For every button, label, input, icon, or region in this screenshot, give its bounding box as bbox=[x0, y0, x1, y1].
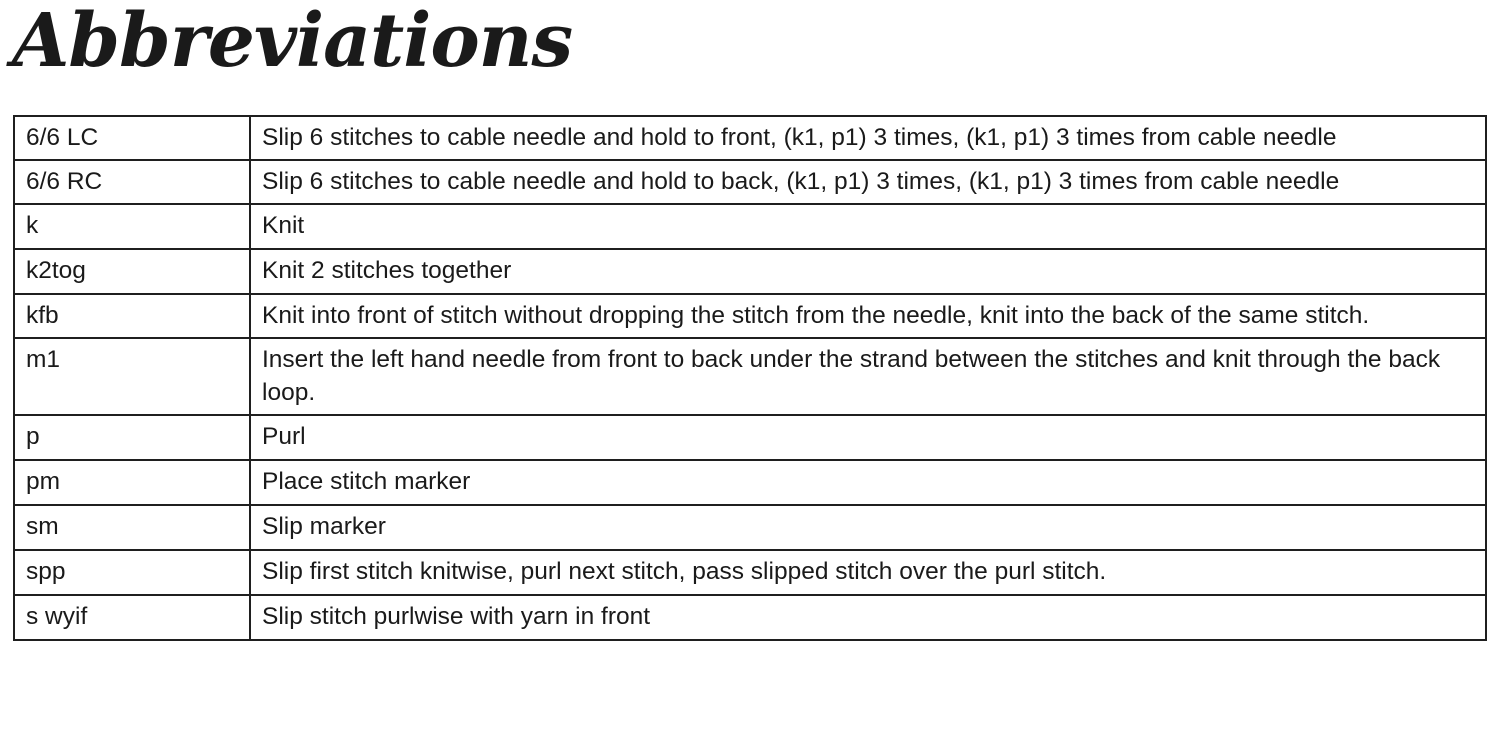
abbreviation-term: 6/6 RC bbox=[14, 160, 250, 204]
abbreviation-definition: Slip stitch purlwise with yarn in front bbox=[250, 595, 1486, 640]
table-row bbox=[14, 338, 1486, 415]
table-row bbox=[14, 160, 1486, 204]
abbreviation-definition: Knit bbox=[250, 204, 1486, 249]
abbreviation-term: spp bbox=[14, 550, 250, 595]
abbreviation-definition: Slip marker bbox=[250, 505, 1486, 550]
abbreviation-term: k bbox=[14, 204, 250, 249]
abbreviations-table bbox=[13, 115, 1487, 641]
table-row bbox=[14, 294, 1486, 338]
abbreviation-definition: Slip 6 stitches to cable needle and hold to front, (k1, p1) 3 times, (k1, p1) 3 times from cable needle bbox=[250, 116, 1486, 160]
abbreviation-definition: Insert the left hand needle from front to back under the strand between the stitches and knit through the back loop. bbox=[250, 338, 1486, 415]
abbreviation-term: m1 bbox=[14, 338, 250, 415]
table-row bbox=[14, 460, 1486, 505]
abbreviation-definition: Purl bbox=[250, 415, 1486, 460]
abbreviation-term: sm bbox=[14, 505, 250, 550]
abbreviation-definition: Place stitch marker bbox=[250, 460, 1486, 505]
table-row bbox=[14, 595, 1486, 640]
page-title: Abbreviations bbox=[12, 0, 573, 84]
table-row bbox=[14, 204, 1486, 249]
abbreviation-term: 6/6 LC bbox=[14, 116, 250, 160]
abbreviation-term: pm bbox=[14, 460, 250, 505]
abbreviation-term: p bbox=[14, 415, 250, 460]
abbreviation-term: kfb bbox=[14, 294, 250, 338]
table-row bbox=[14, 505, 1486, 550]
table-row bbox=[14, 415, 1486, 460]
abbreviation-definition: Knit into front of stitch without dropping the stitch from the needle, knit into the back of the same stitch. bbox=[250, 294, 1486, 338]
table-row bbox=[14, 550, 1486, 595]
table-row bbox=[14, 116, 1486, 160]
abbreviation-definition: Slip 6 stitches to cable needle and hold to back, (k1, p1) 3 times, (k1, p1) 3 times from cable needle bbox=[250, 160, 1486, 204]
abbreviation-term: s wyif bbox=[14, 595, 250, 640]
abbreviation-definition: Knit 2 stitches together bbox=[250, 249, 1486, 294]
abbreviation-definition: Slip first stitch knitwise, purl next stitch, pass slipped stitch over the purl stitch. bbox=[250, 550, 1486, 595]
abbreviation-term: k2tog bbox=[14, 249, 250, 294]
table-row bbox=[14, 249, 1486, 294]
